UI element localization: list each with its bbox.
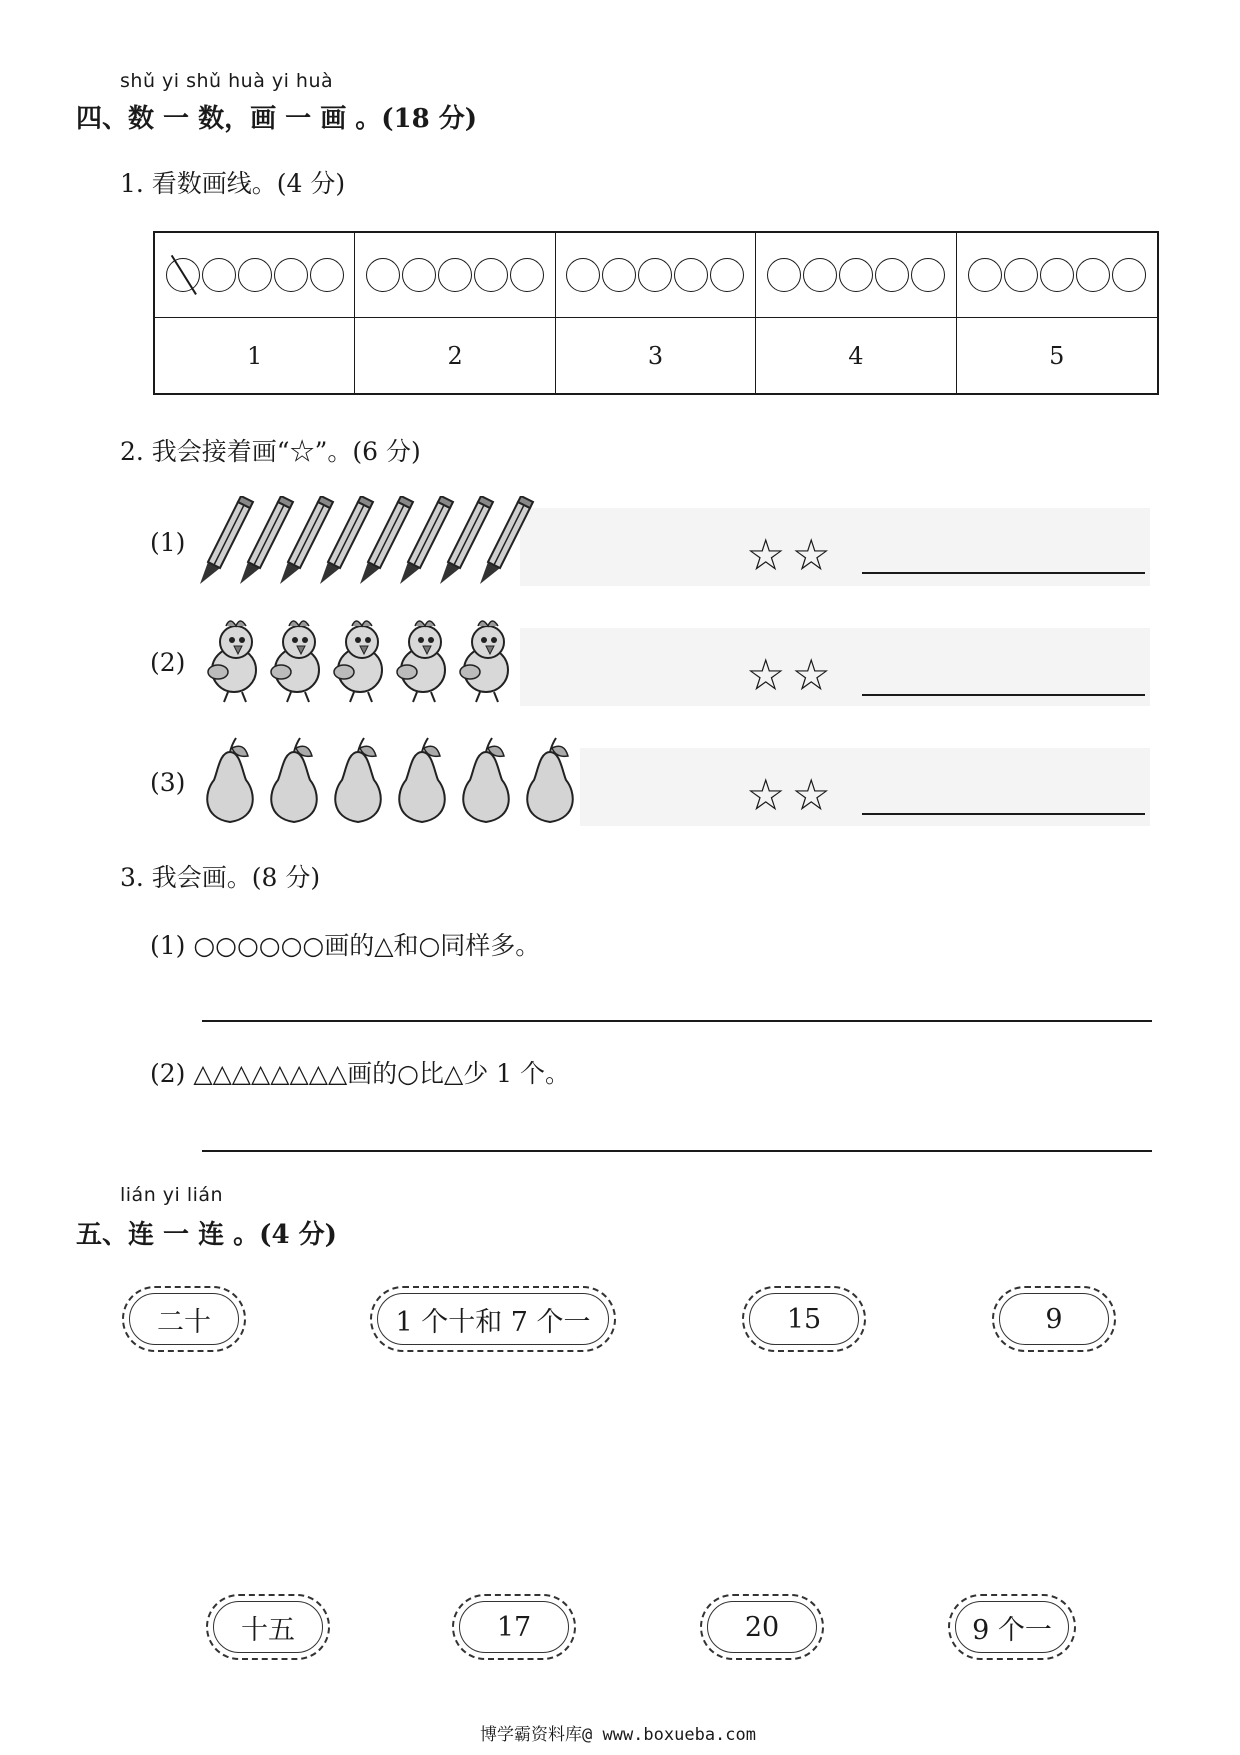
match-card-top-2[interactable] [370,1286,616,1352]
card-label: 9 个一 [972,1614,1052,1646]
match-card-bottom-3[interactable] [700,1594,824,1660]
q2-title: 2. 我会接着画“☆”。(6 分) [120,437,421,466]
number-cell-3: 3 [556,317,756,393]
card-label: 17 [496,1611,532,1643]
circle-group-5 [957,233,1157,317]
q2-item1-label: (1) [150,528,186,557]
pear-icon [463,738,509,822]
circle[interactable] [510,258,544,292]
q1-title: 1. 看数画线。(4 分) [120,169,346,198]
circle-group-2 [355,233,555,317]
section5-pinyin: lián yi lián [120,1184,224,1206]
card-label: 1 个十和 7 个一 [395,1306,591,1338]
q3-item2: (2) △△△△△△△△画的○比△少 1 个。 [150,1059,571,1088]
chick-icon [271,621,319,702]
pear-icon [271,738,317,822]
card-label: 9 [1045,1303,1063,1335]
circle[interactable] [911,258,945,292]
circle[interactable] [1076,258,1110,292]
q2-item3-label: (3) [150,768,186,797]
q2-item2-answer-line[interactable] [862,694,1145,696]
circle[interactable] [710,258,744,292]
pear-row [200,736,590,826]
card-label: 20 [744,1611,780,1643]
number-cell-4: 4 [756,317,956,393]
circle[interactable] [238,258,272,292]
circle-number-table [153,231,1159,395]
circle[interactable] [274,258,308,292]
q2-item2-stars: ☆☆ [746,650,837,701]
circle[interactable] [438,258,472,292]
match-card-top-3[interactable] [742,1286,866,1352]
circle[interactable] [968,258,1002,292]
number-cell-2: 2 [355,317,555,393]
circle[interactable] [310,258,344,292]
circle[interactable] [402,258,436,292]
number-cell-5: 5 [957,317,1157,393]
circle[interactable] [566,258,600,292]
circle[interactable] [602,258,636,292]
section5-title: 五、连 一 连 。(4 分) [76,1220,337,1250]
chick-icon [208,621,256,702]
q2-item1-stars: ☆☆ [746,530,837,581]
match-card-bottom-1[interactable] [206,1594,330,1660]
circle[interactable] [366,258,400,292]
card-label: 15 [786,1303,822,1335]
q2-item2-label: (2) [150,648,186,677]
circle[interactable] [202,258,236,292]
circle-group-3 [556,233,756,317]
circle[interactable] [839,258,873,292]
q2-item1-answer-line[interactable] [862,572,1145,574]
chick-icon [334,621,382,702]
match-card-bottom-2[interactable] [452,1594,576,1660]
card-label: 十五 [241,1614,295,1646]
circle[interactable] [803,258,837,292]
pencil-row [198,496,538,586]
pear-icon [527,738,573,822]
q2-item3-answer-line[interactable] [862,813,1145,815]
match-card-top-1[interactable] [122,1286,246,1352]
match-card-bottom-4[interactable] [948,1594,1076,1660]
chick-row [200,614,540,704]
q2-item3-stars: ☆☆ [746,770,837,821]
number-cell-1: 1 [155,317,355,393]
q3-item1-answer-line[interactable] [202,1020,1152,1022]
circle[interactable] [1040,258,1074,292]
circle[interactable] [875,258,909,292]
section4-title: 四、数 一 数，画 一 画 。(18 分) [76,104,478,134]
circle[interactable] [474,258,508,292]
match-card-top-4[interactable] [992,1286,1116,1352]
circle[interactable] [1112,258,1146,292]
q3-item2-answer-line[interactable] [202,1150,1152,1152]
pear-icon [399,738,445,822]
q3-item1: (1) ○○○○○○画的△和○同样多。 [150,931,541,960]
q3-title: 3. 我会画。(8 分) [120,863,321,892]
pear-icon [335,738,381,822]
chick-icon [460,621,508,702]
circle[interactable] [674,258,708,292]
crossed-circle [166,258,200,292]
circle[interactable] [638,258,672,292]
footer-watermark: 博学霸资料库@ www.boxueba.com [480,1725,756,1745]
circle[interactable] [767,258,801,292]
pear-icon [207,738,253,822]
section4-pinyin: shǔ yi shǔ huà yi huà [120,70,334,92]
circle-group-4 [756,233,956,317]
circle-group-1 [155,233,355,317]
chick-icon [397,621,445,702]
card-label: 二十 [157,1306,211,1338]
circle[interactable] [1004,258,1038,292]
